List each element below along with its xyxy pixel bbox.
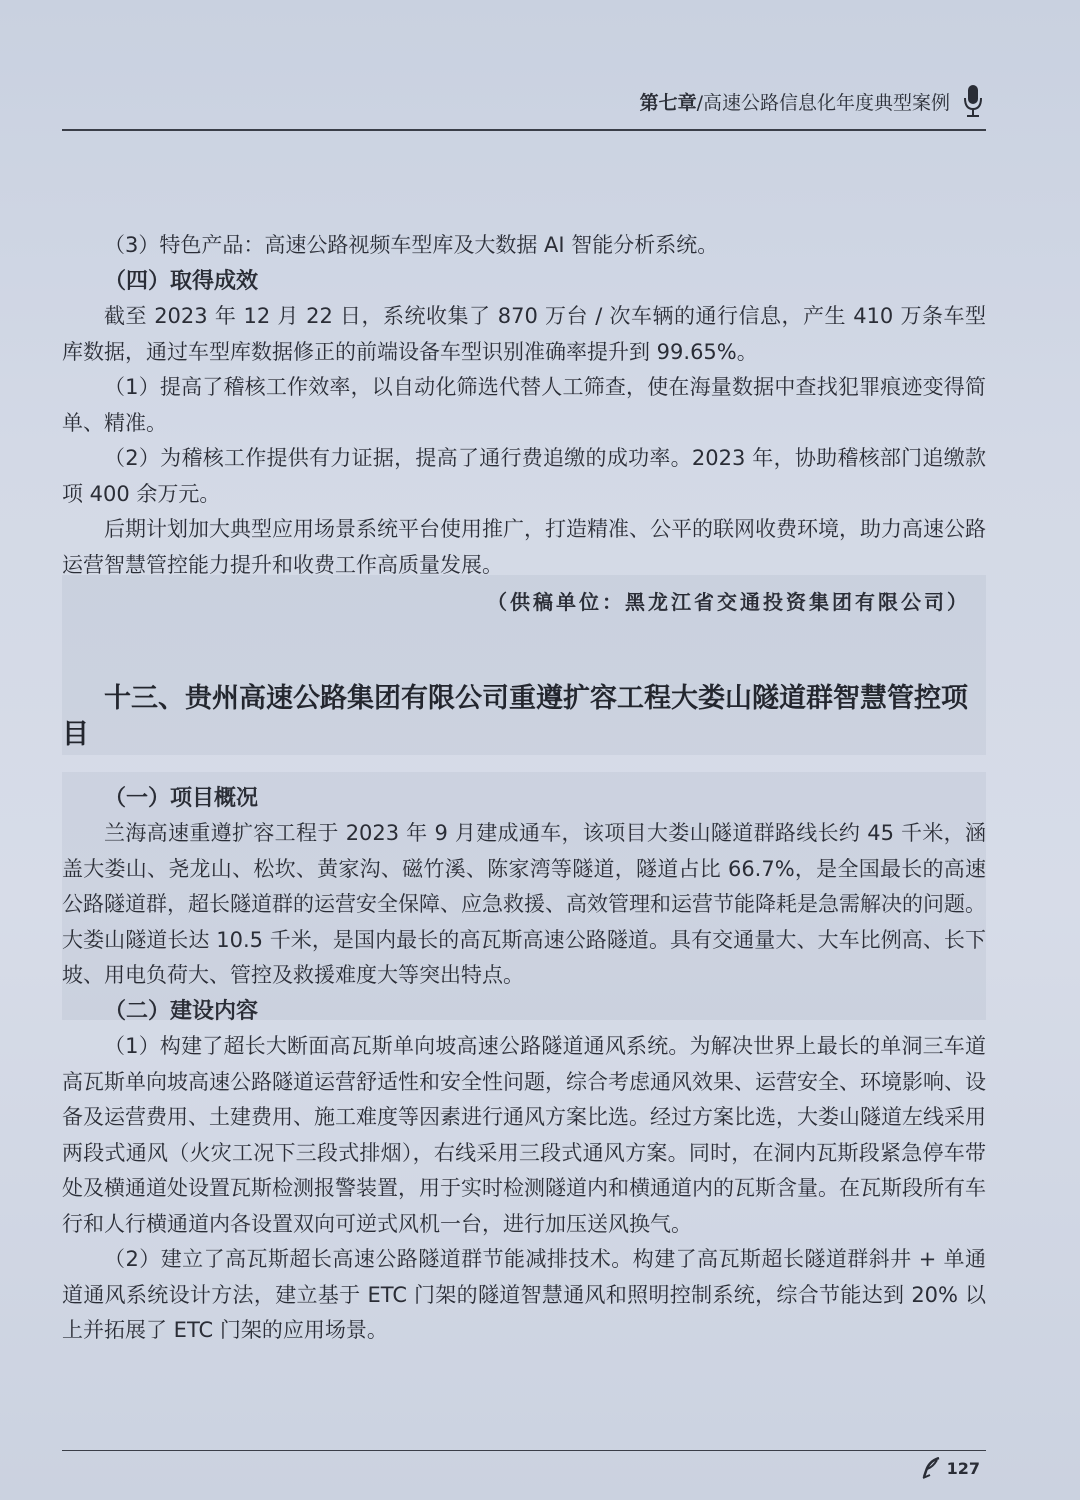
page-number-value: 127 bbox=[946, 1458, 980, 1478]
running-head: 第七章/高速公路信息化年度典型案例 bbox=[640, 84, 984, 118]
footer-rule bbox=[62, 1450, 986, 1451]
paragraph: （1）提高了稽核工作效率，以自动化筛选代替人工筛查，使在海量数据中查找犯罪痕迹变得简单、精准。 bbox=[62, 375, 986, 435]
paragraph: （1）构建了超长大断面高瓦斯单向坡高速公路隧道通风系统。为解决世界上最长的单洞三车道高瓦斯单向坡高速公路隧道运营舒适性和安全性问题，综合考虑通风效果、运营安全、环境影响、设备及运营费用、土建费用、施工难度等因素进行通风方案比选。经过方案比选，大娄山隧道左线采用两段式通风（火灾工况下三段式排烟），右线采用三段式通风方案。同时，在洞内瓦斯段紧急停车带处及横通道处设置瓦斯检测报警装置，用于实时检测隧道内和横通道内的瓦斯含量。在瓦斯段所有车行和人行横通道内各设置双向可逆式风机一台，进行加压送风换气。 bbox=[62, 1034, 986, 1236]
item-featured-product: （3）特色产品：高速公路视频车型库及大数据 AI 智能分析系统。 bbox=[104, 233, 719, 257]
heading-overview: （一）项目概况 bbox=[104, 785, 259, 811]
header-rule bbox=[62, 129, 986, 131]
page-number bbox=[921, 1457, 980, 1479]
page-body bbox=[62, 228, 986, 1349]
section-title: 十三、贵州高速公路集团有限公司重遵扩容工程大娄山隧道群智慧管控项目 bbox=[62, 682, 968, 750]
heading-results: （四）取得成效 bbox=[104, 268, 259, 294]
paragraph: 截至 2023 年 12 月 22 日，系统收集了 870 万台 / 次车辆的通行信息，产生 410 万条车型库数据，通过车型库数据修正的前端设备车型识别准确率提升到 99.65%。 bbox=[62, 304, 986, 364]
microphone-icon bbox=[962, 84, 984, 118]
paragraph: （2）建立了高瓦斯超长高速公路隧道群节能减排技术。构建了高瓦斯超长隧道群斜井 + 单通道通风系统设计方法，建立基于 ETC 门架的隧道智慧通风和照明控制系统，综合节能达到 20% 以上并拓展了 ETC 门架的应用场景。 bbox=[62, 1247, 986, 1342]
heading-construction: （二）建设内容 bbox=[104, 998, 259, 1024]
paragraph: （2）为稽核工作提供有力证据，提高了通行费追缴的成功率。2023 年，协助稽核部门追缴款项 400 余万元。 bbox=[62, 446, 986, 506]
chapter-title: 高速公路信息化年度典型案例 bbox=[702, 91, 950, 114]
paragraph: 后期计划加大典型应用场景系统平台使用推广，打造精准、公平的联网收费环境，助力高速公路运营智慧管控能力提升和收费工作高质量发展。 bbox=[62, 517, 986, 577]
feather-icon bbox=[921, 1457, 941, 1479]
chapter-label: 第七章 bbox=[639, 91, 697, 114]
paragraph: 兰海高速重遵扩容工程于 2023 年 9 月建成通车，该项目大娄山隧道群路线长约 45 千米，涵盖大娄山、尧龙山、松坎、黄家沟、磁竹溪、陈家湾等隧道，隧道占比 66.7%，是全国最长的高速公路隧道群，超长隧道群的运营安全保障、应急救援、高效管理和运营节能降耗是急需解决的问题。大娄山隧道长达 10.5 千米，是国内最长的高瓦斯高速公路隧道。具有交通量大、大车比例高、长下坡、用电负荷大、管控及救援难度大等突出特点。 bbox=[62, 821, 986, 987]
contributor-credit: （供稿单位：黑龙江省交通投资集团有限公司） bbox=[487, 590, 970, 614]
